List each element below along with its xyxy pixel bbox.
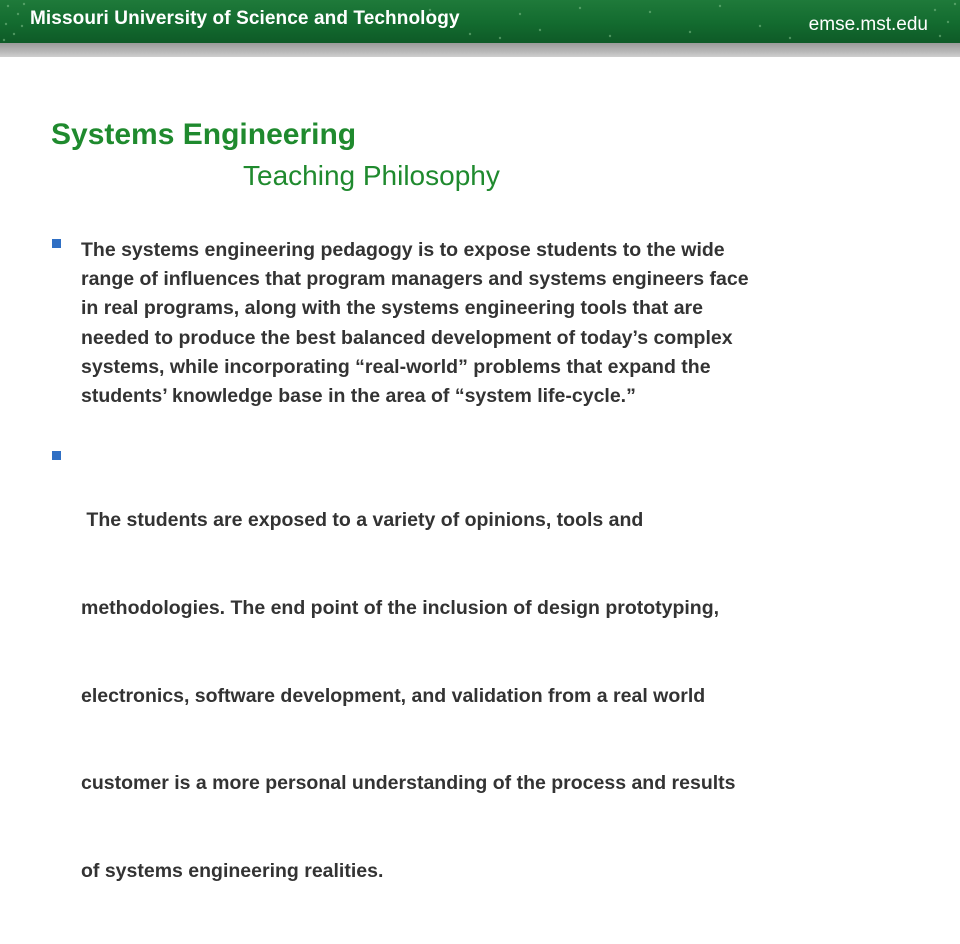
paragraph-line: customer is a more personal understanding of the process and results [81,772,736,795]
paragraph-line: students’ knowledge base in the area of “system life-cycle.” [81,385,636,408]
institution-name: Missouri University of Science and Technology [30,8,460,29]
paragraph-line: needed to produce the best balanced development of today’s complex [81,326,733,349]
paragraph-line: range of influences that program managers and systems engineers face [81,268,749,291]
paragraph-line: The systems engineering pedagogy is to expose students to the wide [81,239,725,261]
paragraph-line: The students are exposed to a variety of opinions, tools and [81,509,644,532]
paragraph-line: electronics, software development, and validation from a real world [81,684,706,707]
header-gray-bar [0,43,960,57]
paragraph-line: systems, while incorporating “real-world” problems that expand the [81,355,711,378]
slide-subtitle: Teaching Philosophy [243,160,500,191]
paragraph-line: in real programs, along with the systems engineering tools that are [81,297,703,320]
bullet-marker-2 [52,451,61,460]
bullet-paragraph-2 [81,448,901,944]
bullet-paragraph-1 [81,236,901,411]
site-url: emse.mst.edu [808,14,928,35]
header-banner [0,0,960,43]
bullet-marker-1 [52,239,61,248]
slide-title: Systems Engineering [51,118,357,151]
paragraph-line: methodologies. The end point of the inclusion of design prototyping, [81,597,720,620]
paragraph-line: of systems engineering realities. [81,859,384,882]
